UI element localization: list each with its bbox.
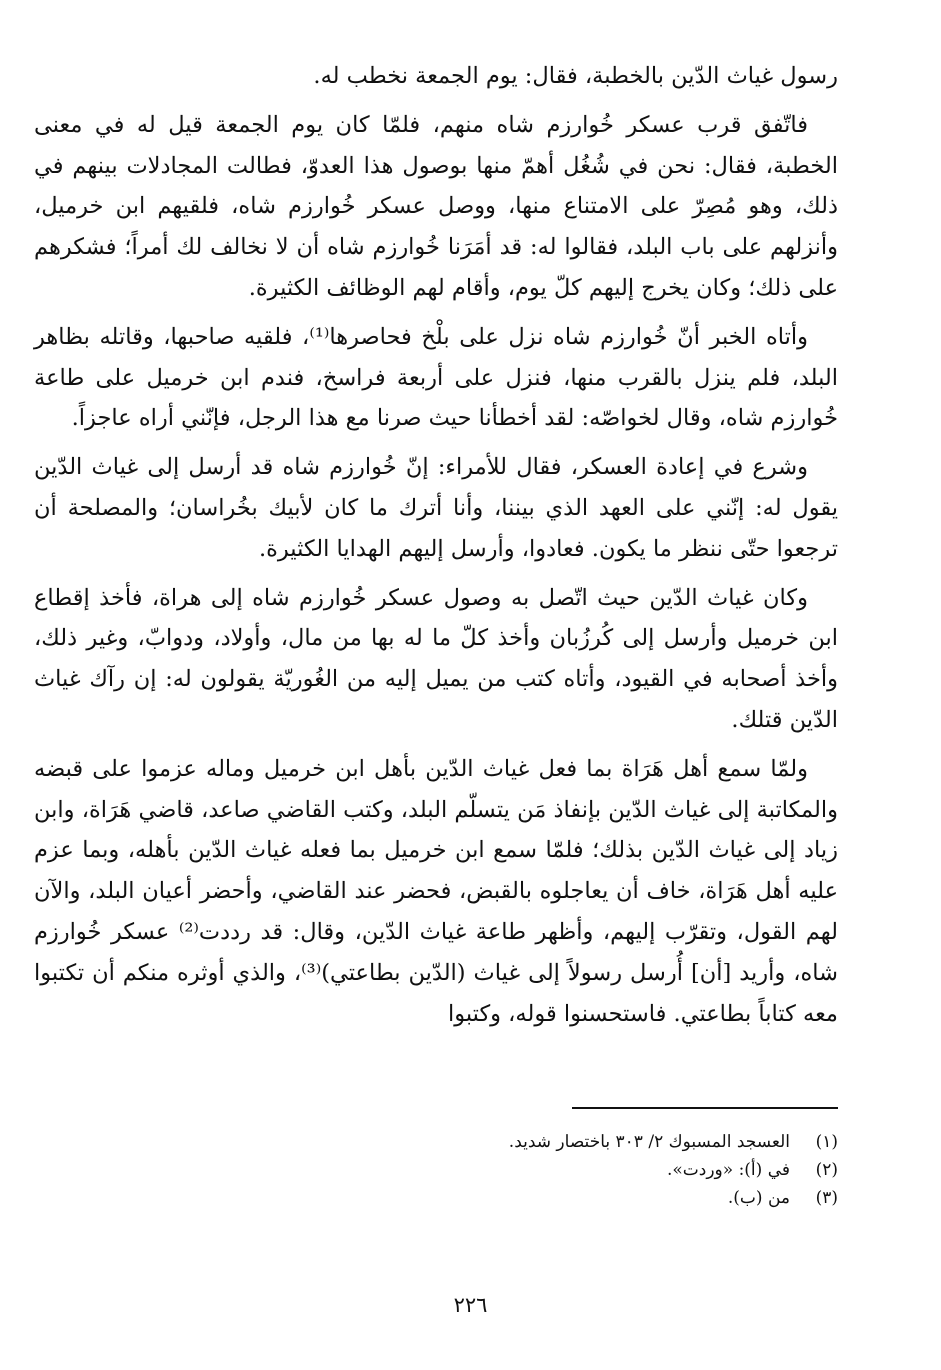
footnote-divider: [572, 1107, 838, 1109]
paragraph: وشرع في إعادة العسكر، فقال للأمراء: إنّ خُوارزم شاه قد أرسل إلى غياث الدّين يقول له: إنّني على العهد الذي بيننا، وأنا أترك ما كان لأبيك بخُراسان؛ والمصلحة أن ترجعوا حتّى ننظر ما يكون. فعادوا، وأرسل إليهم الهدايا الكثيرة.: [34, 454, 838, 562]
footnote-item: [300, 1128, 838, 1156]
paragraph: رسول غياث الدّين بالخطبة، فقال: يوم الجمعة نخطب له.: [313, 63, 838, 89]
footnote-text: العسجد المسبوك ٢/ ٣٠٣ باختصار شديد.: [508, 1132, 790, 1152]
footnote-number: (٢): [815, 1160, 838, 1180]
footnote-text: من (ب).: [727, 1188, 790, 1208]
footnote-number: (١): [815, 1132, 838, 1152]
main-text: [34, 56, 838, 1042]
footnotes: [300, 1128, 838, 1212]
paragraph: ولمّا سمع أهل هَرَاة بما فعل غياث الدّين بأهل ابن خرميل وماله عزموا على قبضه والمكاتبة إلى غياث الدّين بإنفاذ مَن يتسلّم البلد، وكتب القاضي صاعد، قاضي هَرَاة، وابن زياد إلى غياث الدّين بذلك؛ فلمّا سمع ابن خرميل بما فعله غياث الدّين بأهله، وبما عزم عليه أهل هَرَاة، خاف أن يعاجلوه بالقبض، فحضر عند القاضي، وأحضر أعيان البلد، والآن لهم القول، وتقرّب إليهم، وأظهر طاعة غياث الدّين، وقال: قد رددت⁽²⁾ عسكر خُوارزم شاه، وأريد [أن] أُرسل رسولاً إلى غياث (الدّين بطاعتي)⁽³⁾، والذي أوثره منكم أن تكتبوا معه كتاباً بطاعتي. فاستحسنوا قوله، وكتبوا: [34, 755, 839, 1027]
footnote-number: (٣): [815, 1188, 838, 1208]
footnote-text: في (أ): «وردت».: [666, 1160, 790, 1180]
paragraph: وأتاه الخبر أنّ خُوارزم شاه نزل على بلْخ فحاصرها⁽¹⁾، فلقيه صاحبها، وقاتله بظاهر البلد، فلم ينزل بالقرب منها، فنزل على أربعة فراسخ، فندم ابن خرميل على طاعة خُوارزم شاه، وقال لخواصّه: لقد أخطأنا حيث صرنا مع هذا الرجل، فإنّني أراه عاجزاً.: [34, 323, 838, 432]
page-number: ٢٢٦: [453, 1293, 488, 1317]
footnote-item: [300, 1184, 838, 1212]
paragraph: فاتّفق قرب عسكر خُوارزم شاه منهم، فلمّا كان يوم الجمعة قيل له في معنى الخطبة، فقال: نحن في شُغُل أهمّ منها بوصول هذا العدوّ، فطالت المجادلات بينهم في ذلك، وهو مُصِرّ على الامتناع منها، ووصل عسكر خُوارزم شاه، فلقيهم ابن خرميل، وأنزلهم على باب البلد، فقالوا له: قد أمَرَنا خُوارزم شاه أن لا نخالف لك أمراً؛ فشكرهم على ذلك؛ وكان يخرج إليهم كلّ يوم، وأقام لهم الوظائف الكثيرة.: [34, 111, 838, 301]
footnote-item: [300, 1156, 838, 1184]
paragraph: وكان غياث الدّين حيث اتّصل به وصول عسكر خُوارزم شاه إلى هراة، فأخذ إقطاع ابن خرميل وأرسل إلى كُرزُبان وأخذ كلّ ما له بها من مال، وأولاد، ودوابّ، وغير ذلك، وأخذ أصحابه في القيود، وأتاه كتب من يميل إليه من الغُوريّة يقولون له: إن رآك غياث الدّين قتلك.: [34, 584, 838, 733]
